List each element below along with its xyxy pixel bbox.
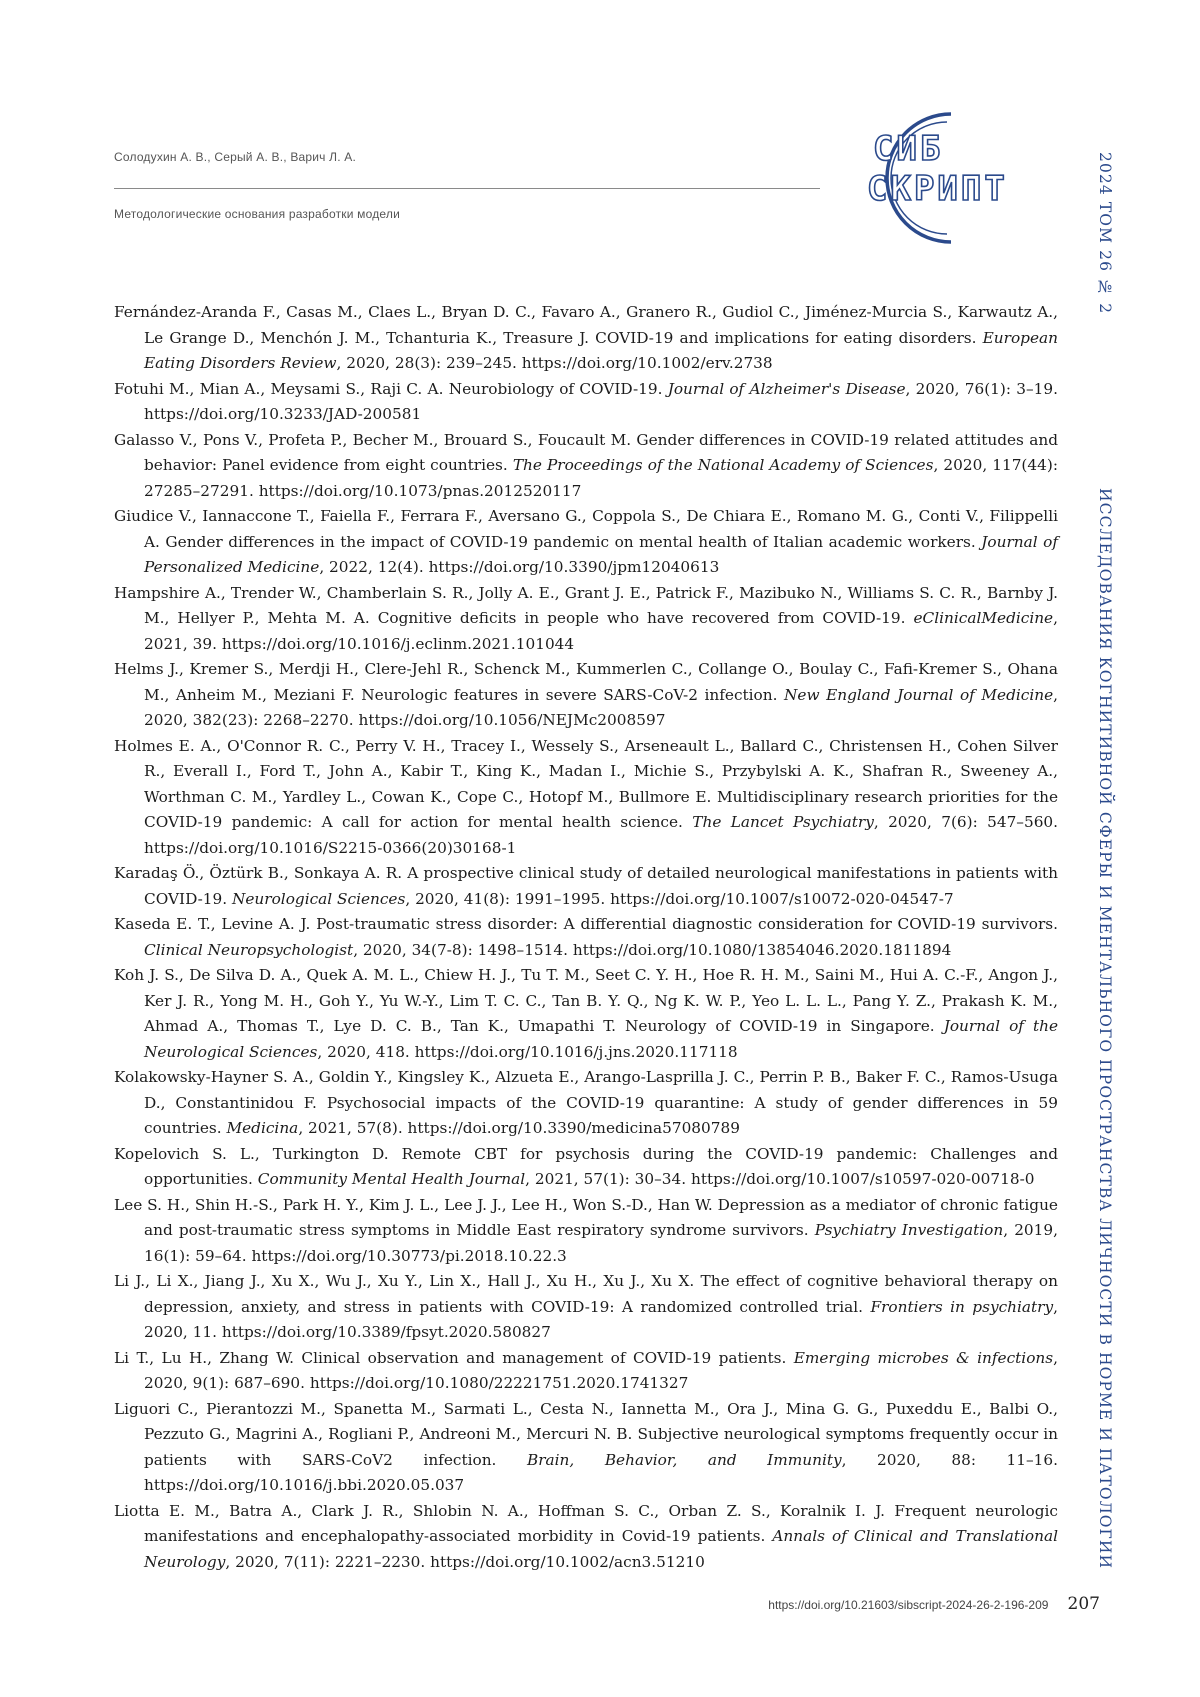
journal-title: Journal of Alzheimer's Disease bbox=[667, 379, 906, 398]
reference-item: Hampshire A., Trender W., Chamberlain S. R., Jolly A. E., Grant J. E., Patrick F., Mazibuko N., Williams S. C. R., Barnby J. M., Hellyer P., Mehta M. A. Cognitive deficits in people who have recovered from COVID-19. eClinicalMedicine, 2021, 39. https://doi.org/10.1016/j.eclinm.2021.101044 bbox=[114, 583, 1058, 653]
journal-title: Medicina bbox=[226, 1119, 299, 1137]
journal-title: Journal of Personalized Medicine bbox=[144, 532, 1059, 576]
running-title: Методологические основания разработки модели bbox=[114, 207, 400, 221]
sibscript-logo-icon bbox=[833, 108, 1063, 248]
reference-item: Li J., Li X., Jiang J., Xu X., Wu J., Xu Y., Lin X., Hall J., Xu H., Xu J., Xu X. The effect of cognitive behavioral therapy on depression, anxiety, and stress in patients with COVID-19: A randomized controlled trial. Frontiers in psychiatry, 2020, 11. https://doi.org/10.3389/fpsyt.2020.580827 bbox=[114, 1272, 1058, 1341]
reference-item: Holmes E. A., O'Connor R. C., Perry V. H., Tracey I., Wessely S., Arseneault L., Ballard C., Christensen H., Cohen Silver R., Everall I., Ford T., John A., Kabir T., King K., Madan I., Michie S., Przybylski A. K., Shafran R., Sweeney A., Worthman C. M., Yardley L., Cowan K., Cope C., Hotopf M., Bullmore E. Multidisciplinary research priorities for the COVID-19 pandemic: A call for action for mental health science. The Lancet Psychiatry, 2020, 7(6): 547–560. https://doi.org/10.1016/S2215-0366(20)30168-1 bbox=[114, 736, 1059, 857]
journal-title: Emerging microbes & infections bbox=[793, 1348, 1054, 1367]
journal-title: Community Mental Health Journal bbox=[257, 1170, 526, 1188]
reference-list bbox=[114, 300, 1058, 1575]
journal-title: Frontiers in psychiatry bbox=[870, 1297, 1054, 1316]
journal-section: ИССЛЕДОВАНИЯ КОГНИТИВНОЙ СФЕРЫ И МЕНТАЛЬНОГО ПРОСТРАНСТВА ЛИЧНОСТИ В НОРМЕ И ПАТОЛОГИИ bbox=[1096, 488, 1114, 1570]
journal-title: Annals of Clinical and Translational Neurology bbox=[144, 1527, 1058, 1571]
reference-item: Karadaş Ö., Öztürk B., Sonkaya A. R. A prospective clinical study of detailed neurological manifestations in patients with COVID-19. Neurological Sciences, 2020, 41(8): 1991–1995. https://doi.org/10.1007/s10072-020-04547-7 bbox=[114, 864, 1058, 908]
journal-title: Clinical Neuropsychologist bbox=[144, 940, 354, 959]
reference-item: Liguori C., Pierantozzi M., Spanetta M., Sarmati L., Cesta N., Iannetta M., Ora J., Mina G. G., Puxeddu E., Balbi O., Pezzuto G., Magrini A., Rogliani P., Andreoni M., Mercuri N. B. Subjective neurological symptoms frequently occur in patients with SARS-CoV2 infection. Brain, Behavior, and Immunity, 2020, 88: 11–16. https://doi.org/10.1016/j.bbi.2020.05.037 bbox=[114, 1399, 1058, 1494]
reference-item: Kopelovich S. L., Turkington D. Remote CBT for psychosis during the COVID-19 pandemic: Challenges and opportunities. Community Mental Health Journal, 2021, 57(1): 30–34. https://doi.org/10.1007/s10597-020-00718-0 bbox=[114, 1144, 1058, 1188]
journal-title: Journal of the Neurological Sciences bbox=[144, 1017, 1058, 1061]
article-doi: https://doi.org/10.21603/sibscript-2024-26-2-196-209 bbox=[768, 1598, 1049, 1612]
page-header bbox=[114, 150, 820, 221]
reference-item: Koh J. S., De Silva D. A., Quek A. M. L., Chiew H. J., Tu T. M., Seet C. Y. H., Hoe R. H. M., Saini M., Hui A. C.-F., Angon J., Ker J. R., Yong M. H., Goh Y., Yu W.-Y., Lim T. C. C., Tan B. Y. Q., Ng K. W. P., Yeo L. L. L., Pang Y. Z., Prakash K. M., Ahmad A., Thomas T., Lye D. C. B., Tan K., Umapathi T. Neurology of COVID-19 in Singapore. Journal of the Neurological Sciences, 2020, 418. https://doi.org/10.1016/j.jns.2020.117118 bbox=[114, 966, 1058, 1061]
reference-item: Kolakowsky-Hayner S. A., Goldin Y., Kingsley K., Alzueta E., Arango-Lasprilla J. C., Perrin P. B., Baker F. C., Ramos-Usuga D., Constantinidou F. Psychosocial impacts of the COVID-19 quarantine: A study of gender differences in 59 countries. Medicina, 2021, 57(8). https://doi.org/10.3390/medicina57080789 bbox=[114, 1068, 1058, 1137]
logo-line1: СИБ bbox=[873, 129, 944, 169]
issue-info: 2024 ТОМ 26 № 2 bbox=[1096, 152, 1114, 315]
reference-item: Giudice V., Iannaccone T., Faiella F., Ferrara F., Aversano G., Coppola S., De Chiara E., Romano M. G., Conti V., Filippelli A. Gender differences in the impact of COVID-19 pandemic on mental health of Italian academic workers. Journal of Personalized Medicine, 2022, 12(4). https://doi.org/10.3390/jpm12040613 bbox=[114, 507, 1059, 576]
journal-title: New England Journal of Medicine bbox=[784, 685, 1054, 704]
reference-item: Lee S. H., Shin H.-S., Park H. Y., Kim J. L., Lee J. J., Lee H., Won S.-D., Han W. Depression as a mediator of chronic fatigue and post-traumatic stress symptoms in Middle East respiratory syndrome survivors. Psychiatry Investigation, 2019, 16(1): 59–64. https://doi.org/10.30773/pi.2018.10.22.3 bbox=[114, 1195, 1058, 1265]
logo-line2: СКРИПТ bbox=[867, 169, 1008, 209]
reference-item: Fotuhi M., Mian A., Meysami S., Raji C. A. Neurobiology of COVID-19. Journal of Alzheimer's Disease, 2020, 76(1): 3–19. https://doi.org/10.3233/JAD-200581 bbox=[114, 379, 1058, 423]
running-authors: Солодухин А. В., Серый А. В., Варич Л. А. bbox=[114, 150, 357, 164]
page-number: 207 bbox=[1067, 1594, 1100, 1614]
journal-title: European Eating Disorders Review bbox=[144, 328, 1058, 372]
journal-title: Brain, Behavior, and Immunity bbox=[526, 1450, 842, 1469]
reference-item: Helms J., Kremer S., Merdji H., Clere-Jehl R., Schenck M., Kummerlen C., Collange O., Boulay C., Fafi-Kremer S., Ohana M., Anheim M., Meziani F. Neurologic features in severe SARS-CoV-2 infection. New England Journal of Medicine, 2020, 382(23): 2268–2270. https://doi.org/10.1056/NEJMc2008597 bbox=[114, 660, 1058, 729]
reference-item: Liotta E. M., Batra A., Clark J. R., Shlobin N. A., Hoffman S. C., Orban Z. S., Koralnik I. J. Frequent neurologic manifestations and encephalopathy-associated morbidity in Covid-19 patients. Annals of Clinical and Translational Neurology, 2020, 7(11): 2221–2230. https://doi.org/10.1002/acn3.51210 bbox=[114, 1501, 1058, 1571]
journal-logo bbox=[833, 108, 1063, 248]
header-divider bbox=[114, 188, 820, 189]
reference-item: Galasso V., Pons V., Profeta P., Becher M., Brouard S., Foucault M. Gender differences in COVID-19 related attitudes and behavior: Panel evidence from eight countries. The Proceedings of the National Academy of Sciences, 2020, 117(44): 27285–27291. https://doi.org/10.1073/pnas.2012520117 bbox=[114, 430, 1058, 500]
journal-sidebar bbox=[1082, 152, 1114, 1602]
page-footer bbox=[560, 1594, 1100, 1614]
journal-title: The Lancet Psychiatry bbox=[692, 813, 874, 831]
journal-title: eClinicalMedicine bbox=[913, 609, 1054, 627]
reference-item: Li T., Lu H., Zhang W. Clinical observation and management of COVID-19 patients. Emerging microbes & infections, 2020, 9(1): 687–690. https://doi.org/10.1080/22221751.2020.1741327 bbox=[114, 1348, 1058, 1392]
reference-item: Kaseda E. T., Levine A. J. Post-traumatic stress disorder: A differential diagnostic consideration for COVID-19 survivors. Clinical Neuropsychologist, 2020, 34(7-8): 1498–1514. https://doi.org/10.1080/13854046.2020.1811894 bbox=[114, 915, 1058, 959]
journal-title: Neurological Sciences bbox=[231, 889, 406, 908]
reference-item: Fernández-Aranda F., Casas M., Claes L., Bryan D. C., Favaro A., Granero R., Gudiol C., Jiménez-Murcia S., Karwautz A., Le Grange D., Menchón J. M., Tchanturia K., Treasure J. COVID-19 and implications for eating disorders. European Eating Disorders Review, 2020, 28(3): 239–245. https://doi.org/10.1002/erv.2738 bbox=[114, 303, 1058, 372]
journal-title: Psychiatry Investigation bbox=[814, 1221, 1004, 1239]
journal-title: The Proceedings of the National Academy of Sciences bbox=[512, 456, 934, 474]
